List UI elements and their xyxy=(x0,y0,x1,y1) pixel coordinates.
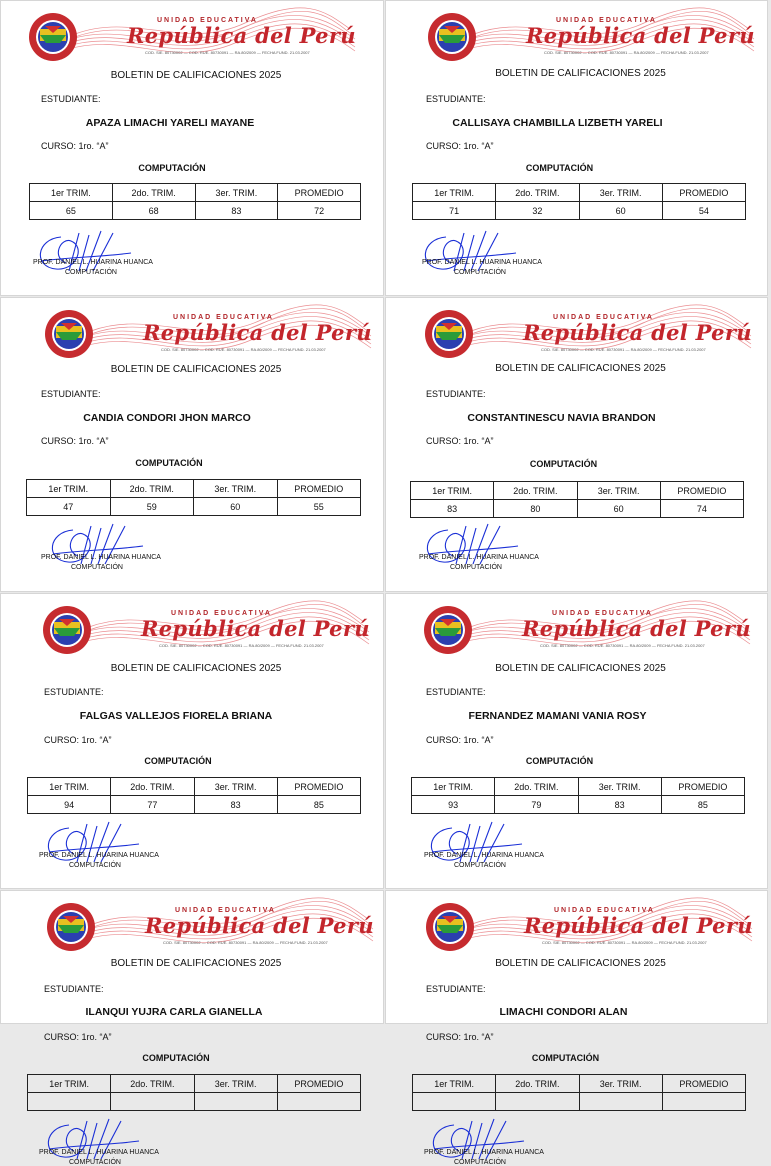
grade-1er-trim xyxy=(28,1093,111,1111)
school-codes: COD. SIE. 80730002 — COD. RUE. 80730091 — RA.80/2009 — FECHA FUND. 21.03.2007 xyxy=(161,347,326,352)
header-2do-trim: 2do. TRIM. xyxy=(496,184,579,202)
school-codes: COD. SIE. 80730002 — COD. RUE. 80730091 — RA.80/2009 — FECHA FUND. 21.03.2007 xyxy=(541,347,706,352)
grade-2do-trim: 68 xyxy=(112,202,195,220)
grade-3er-trim: 60 xyxy=(579,202,662,220)
header-3er-trim: 3er. TRIM. xyxy=(579,184,662,202)
estudiante-label: ESTUDIANTE: xyxy=(426,94,486,104)
grade-1er-trim: 94 xyxy=(28,796,111,814)
teacher-name: PROF. DANIEL L. HUARINA HUANCA xyxy=(39,1149,159,1156)
curso-label: CURSO: 1ro. “A” xyxy=(44,1032,112,1042)
header-promedio: PROMEDIO xyxy=(277,1075,360,1093)
subject-label: COMPUTACIÓN xyxy=(144,756,212,766)
card-title: BOLETIN DE CALIFICACIONES 2025 xyxy=(495,363,666,374)
grade-1er-trim: 71 xyxy=(413,202,496,220)
report-card-6 xyxy=(385,593,768,889)
signature-icon xyxy=(424,1115,534,1165)
header-3er-trim: 3er. TRIM. xyxy=(578,778,661,796)
school-header xyxy=(23,899,383,959)
curso-label: CURSO: 1ro. “A” xyxy=(41,141,109,151)
school-header xyxy=(21,306,381,366)
subject-label: COMPUTACIÓN xyxy=(525,756,594,766)
grades-table xyxy=(29,183,361,220)
grades-values-row xyxy=(28,796,361,814)
grade-3er-trim: 60 xyxy=(577,500,660,518)
signature-icon xyxy=(418,520,528,570)
grade-2do-trim: 80 xyxy=(494,500,577,518)
header-promedio: PROMEDIO xyxy=(277,480,361,498)
teacher-department: COMPUTACIÓN xyxy=(69,862,121,869)
grade-3er-trim: 83 xyxy=(195,202,278,220)
curso-label: CURSO: 1ro. “A” xyxy=(44,735,112,745)
curso-label: CURSO: 1ro. “A” xyxy=(426,735,494,745)
school-name: República del Perú xyxy=(522,616,751,641)
unidad-educativa-label: UNIDAD EDUCATIVA xyxy=(552,610,653,617)
curso-label: CURSO: 1ro. “A” xyxy=(426,436,494,446)
teacher-name: PROF. DANIEL L. HUARINA HUANCA xyxy=(424,852,544,859)
school-name: República del Perú xyxy=(524,913,753,938)
grade-2do-trim: 79 xyxy=(495,796,578,814)
school-codes: COD. SIE. 80730002 — COD. RUE. 80730091 — RA.80/2009 — FECHA FUND. 21.03.2007 xyxy=(163,940,328,945)
estudiante-label: ESTUDIANTE: xyxy=(426,687,486,697)
grade-3er-trim xyxy=(194,1093,277,1111)
grade-3er-trim: 60 xyxy=(194,498,278,516)
grades-table xyxy=(26,479,361,516)
header-1er-trim: 1er TRIM. xyxy=(412,778,495,796)
school-header xyxy=(404,9,764,69)
grade-2do-trim xyxy=(111,1093,194,1111)
school-codes: COD. SIE. 80730002 — COD. RUE. 80730091 — RA.80/2009 — FECHA FUND. 21.03.2007 xyxy=(544,50,709,55)
signature-icon xyxy=(422,818,532,868)
card-title: BOLETIN DE CALIFICACIONES 2025 xyxy=(110,663,282,674)
school-name: República del Perú xyxy=(523,320,752,345)
header-3er-trim: 3er. TRIM. xyxy=(194,778,277,796)
unidad-educativa-label: UNIDAD EDUCATIVA xyxy=(554,907,655,914)
report-card-5 xyxy=(0,593,384,889)
student-name: APAZA LIMACHI YARELI MAYANE xyxy=(85,117,255,129)
estudiante-label: ESTUDIANTE: xyxy=(426,389,486,399)
report-card-4 xyxy=(385,297,768,592)
grade-3er-trim: 83 xyxy=(194,796,277,814)
estudiante-label: ESTUDIANTE: xyxy=(41,94,101,104)
card-title: BOLETIN DE CALIFICACIONES 2025 xyxy=(110,70,282,81)
grade-promedio: 72 xyxy=(278,202,361,220)
school-name: República del Perú xyxy=(141,616,370,641)
estudiante-label: ESTUDIANTE: xyxy=(426,984,486,994)
header-2do-trim: 2do. TRIM. xyxy=(110,480,194,498)
grade-1er-trim: 65 xyxy=(30,202,113,220)
card-title: BOLETIN DE CALIFICACIONES 2025 xyxy=(110,958,282,969)
school-codes: COD. SIE. 80730002 — COD. RUE. 80730091 — RA.80/2009 — FECHA FUND. 21.03.2007 xyxy=(145,50,310,55)
student-name: FALGAS VALLEJOS FIORELA BRIANA xyxy=(79,710,273,722)
teacher-name: PROF. DANIEL L. HUARINA HUANCA xyxy=(422,259,542,266)
header-1er-trim: 1er TRIM. xyxy=(27,480,111,498)
grade-promedio: 74 xyxy=(660,500,743,518)
unidad-educativa-label: UNIDAD EDUCATIVA xyxy=(157,17,258,24)
teacher-name: PROF. DANIEL L. HUARINA HUANCA xyxy=(424,1149,544,1156)
header-1er-trim: 1er TRIM. xyxy=(413,184,496,202)
grade-promedio: 85 xyxy=(277,796,360,814)
teacher-department: COMPUTACIÓN xyxy=(71,564,123,571)
teacher-name: PROF. DANIEL L. HUARINA HUANCA xyxy=(33,259,153,266)
school-codes: COD. SIE. 80730002 — COD. RUE. 80730091 — RA.80/2009 — FECHA FUND. 21.03.2007 xyxy=(159,643,324,648)
card-title: BOLETIN DE CALIFICACIONES 2025 xyxy=(110,364,282,375)
card-title: BOLETIN DE CALIFICACIONES 2025 xyxy=(495,68,666,79)
school-codes: COD. SIE. 80730002 — COD. RUE. 80730091 — RA.80/2009 — FECHA FUND. 21.03.2007 xyxy=(540,643,705,648)
grade-promedio xyxy=(662,1093,745,1111)
grade-2do-trim xyxy=(496,1093,579,1111)
grade-2do-trim: 77 xyxy=(111,796,194,814)
teacher-name: PROF. DANIEL L. HUARINA HUANCA xyxy=(39,852,159,859)
grade-promedio: 54 xyxy=(662,202,745,220)
grades-header-row xyxy=(412,778,745,796)
student-name: CALLISAYA CHAMBILLA LIZBETH YARELI xyxy=(452,117,663,129)
school-name: República del Perú xyxy=(526,23,755,48)
curso-label: CURSO: 1ro. “A” xyxy=(41,436,109,446)
header-promedio: PROMEDIO xyxy=(662,184,745,202)
report-card-3 xyxy=(0,297,384,592)
unidad-educativa-label: UNIDAD EDUCATIVA xyxy=(171,610,272,617)
grade-1er-trim xyxy=(413,1093,496,1111)
teacher-department: COMPUTACIÓN xyxy=(454,1159,506,1166)
subject-label: COMPUTACIÓN xyxy=(142,1053,210,1063)
grade-promedio xyxy=(277,1093,360,1111)
report-card-2 xyxy=(385,0,768,296)
curso-label: CURSO: 1ro. “A” xyxy=(426,1032,494,1042)
curso-label: CURSO: 1ro. “A” xyxy=(426,141,494,151)
signature-icon xyxy=(43,520,153,570)
grades-values-row xyxy=(30,202,361,220)
school-codes: COD. SIE. 80730002 — COD. RUE. 80730091 — RA.80/2009 — FECHA FUND. 21.03.2007 xyxy=(542,940,707,945)
grades-values-row xyxy=(413,202,746,220)
signature-icon xyxy=(39,1115,149,1165)
signature-icon xyxy=(39,818,149,868)
header-3er-trim: 3er. TRIM. xyxy=(577,482,660,500)
header-3er-trim: 3er. TRIM. xyxy=(194,480,278,498)
unidad-educativa-label: UNIDAD EDUCATIVA xyxy=(553,314,654,321)
school-seal-icon xyxy=(428,13,476,61)
header-1er-trim: 1er TRIM. xyxy=(30,184,113,202)
subject-label: COMPUTACIÓN xyxy=(531,1053,600,1063)
subject-label: COMPUTACIÓN xyxy=(525,163,594,173)
grades-header-row xyxy=(413,184,746,202)
header-2do-trim: 2do. TRIM. xyxy=(496,1075,579,1093)
school-name: República del Perú xyxy=(127,23,356,48)
header-2do-trim: 2do. TRIM. xyxy=(111,778,194,796)
grade-1er-trim: 83 xyxy=(411,500,494,518)
school-seal-icon xyxy=(43,606,91,654)
grades-values-row xyxy=(412,796,745,814)
grade-3er-trim xyxy=(579,1093,662,1111)
grades-header-row xyxy=(28,778,361,796)
school-name: República del Perú xyxy=(143,320,372,345)
grade-3er-trim: 83 xyxy=(578,796,661,814)
report-card-8 xyxy=(385,890,768,1166)
card-title: BOLETIN DE CALIFICACIONES 2025 xyxy=(495,958,666,969)
subject-label: COMPUTACIÓN xyxy=(135,458,203,468)
unidad-educativa-label: UNIDAD EDUCATIVA xyxy=(173,314,274,321)
unidad-educativa-label: UNIDAD EDUCATIVA xyxy=(175,907,276,914)
header-3er-trim: 3er. TRIM. xyxy=(579,1075,662,1093)
grade-promedio: 85 xyxy=(661,796,744,814)
report-card-1 xyxy=(0,0,384,296)
school-seal-icon xyxy=(29,13,77,61)
header-promedio: PROMEDIO xyxy=(278,184,361,202)
student-name: ILANQUI YUJRA CARLA GIANELLA xyxy=(85,1006,263,1018)
school-seal-icon xyxy=(47,903,95,951)
header-2do-trim: 2do. TRIM. xyxy=(494,482,577,500)
grade-promedio: 55 xyxy=(277,498,361,516)
grade-1er-trim: 47 xyxy=(27,498,111,516)
header-3er-trim: 3er. TRIM. xyxy=(195,184,278,202)
student-name: LIMACHI CONDORI ALAN xyxy=(499,1006,628,1018)
grades-table xyxy=(412,183,746,220)
grades-header-row xyxy=(30,184,361,202)
school-header xyxy=(401,306,761,366)
school-seal-icon xyxy=(425,310,473,358)
estudiante-label: ESTUDIANTE: xyxy=(44,687,104,697)
school-seal-icon xyxy=(426,903,474,951)
school-seal-icon xyxy=(424,606,472,654)
teacher-department: COMPUTACIÓN xyxy=(65,269,117,276)
grade-2do-trim: 32 xyxy=(496,202,579,220)
report-card-7 xyxy=(0,890,384,1166)
grades-table xyxy=(411,777,745,814)
header-1er-trim: 1er TRIM. xyxy=(28,778,111,796)
grades-header-row xyxy=(28,1075,361,1093)
school-header xyxy=(400,602,760,662)
subject-label: COMPUTACIÓN xyxy=(529,459,598,469)
student-name: FERNANDEZ MAMANI VANIA ROSY xyxy=(468,710,647,722)
grade-2do-trim: 59 xyxy=(110,498,194,516)
header-1er-trim: 1er TRIM. xyxy=(413,1075,496,1093)
teacher-department: COMPUTACIÓN xyxy=(454,269,506,276)
grade-1er-trim: 93 xyxy=(412,796,495,814)
header-promedio: PROMEDIO xyxy=(660,482,743,500)
grades-header-row xyxy=(413,1075,746,1093)
unidad-educativa-label: UNIDAD EDUCATIVA xyxy=(556,17,657,24)
grades-table xyxy=(27,1074,361,1111)
header-1er-trim: 1er TRIM. xyxy=(28,1075,111,1093)
teacher-name: PROF. DANIEL L. HUARINA HUANCA xyxy=(41,554,161,561)
school-seal-icon xyxy=(45,310,93,358)
header-promedio: PROMEDIO xyxy=(662,1075,745,1093)
school-header xyxy=(402,899,762,959)
header-2do-trim: 2do. TRIM. xyxy=(495,778,578,796)
grades-values-row xyxy=(411,500,744,518)
school-header xyxy=(19,602,379,662)
teacher-department: COMPUTACIÓN xyxy=(454,862,506,869)
header-3er-trim: 3er. TRIM. xyxy=(194,1075,277,1093)
grades-table xyxy=(410,481,744,518)
grades-header-row xyxy=(27,480,361,498)
header-2do-trim: 2do. TRIM. xyxy=(112,184,195,202)
grades-values-row xyxy=(27,498,361,516)
student-name: CONSTANTINESCU NAVIA BRANDON xyxy=(467,412,656,424)
student-name: CANDIA CONDORI JHON MARCO xyxy=(83,412,251,424)
grades-values-row xyxy=(28,1093,361,1111)
estudiante-label: ESTUDIANTE: xyxy=(41,389,101,399)
header-2do-trim: 2do. TRIM. xyxy=(111,1075,194,1093)
teacher-name: PROF. DANIEL L. HUARINA HUANCA xyxy=(419,554,539,561)
subject-label: COMPUTACIÓN xyxy=(138,163,206,173)
header-1er-trim: 1er TRIM. xyxy=(411,482,494,500)
card-title: BOLETIN DE CALIFICACIONES 2025 xyxy=(495,663,666,674)
teacher-department: COMPUTACIÓN xyxy=(69,1159,121,1166)
grades-table xyxy=(27,777,361,814)
header-promedio: PROMEDIO xyxy=(661,778,744,796)
grades-header-row xyxy=(411,482,744,500)
header-promedio: PROMEDIO xyxy=(277,778,360,796)
grades-table xyxy=(412,1074,746,1111)
grades-values-row xyxy=(413,1093,746,1111)
estudiante-label: ESTUDIANTE: xyxy=(44,984,104,994)
teacher-department: COMPUTACIÓN xyxy=(450,564,502,571)
school-header xyxy=(5,9,365,69)
school-name: República del Perú xyxy=(145,913,374,938)
